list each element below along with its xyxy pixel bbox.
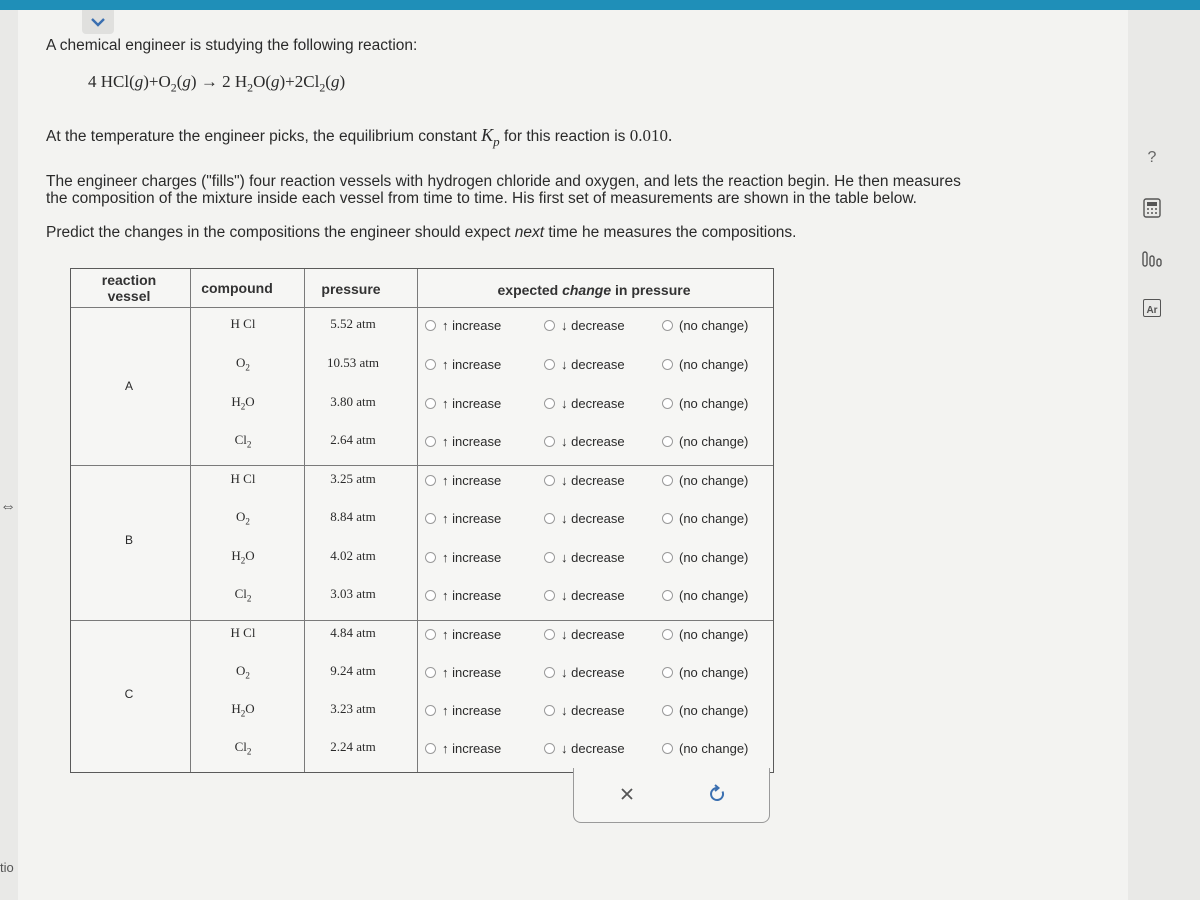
option-label: (no change) [679, 550, 749, 565]
option-label: ↓ decrease [561, 627, 625, 642]
no-change-option[interactable] [662, 357, 748, 372]
option-label: ↑ increase [442, 665, 502, 680]
column-divider [190, 269, 191, 772]
no-change-option[interactable] [662, 318, 748, 333]
option-label: ↑ increase [442, 318, 502, 333]
option-label: (no change) [679, 511, 749, 526]
no-change-option[interactable] [662, 588, 748, 603]
option-label: ↑ increase [442, 357, 502, 372]
radio-button[interactable] [662, 475, 673, 486]
option-label: ↑ increase [442, 473, 502, 488]
radio-button[interactable] [544, 359, 555, 370]
radio-button[interactable] [544, 436, 555, 447]
radio-button[interactable] [544, 513, 555, 524]
radio-button[interactable] [662, 552, 673, 563]
decrease-option[interactable] [544, 473, 625, 488]
option-label: (no change) [679, 703, 749, 718]
option-label: ↑ increase [442, 396, 502, 411]
header-vessel: reaction vessel [101, 272, 157, 304]
radio-button[interactable] [662, 398, 673, 409]
answer-actions [573, 768, 770, 823]
compound-cell: $Cl_2$ [234, 586, 252, 604]
option-label: ↓ decrease [561, 318, 625, 333]
radio-button[interactable] [544, 743, 555, 754]
radio-button[interactable] [425, 513, 436, 524]
radio-button[interactable] [544, 629, 555, 640]
predict-statement: Predict the changes in the compositions the engineer should expect next time he measures the compositions. [46, 224, 797, 241]
vessel-label: B [124, 533, 133, 547]
pressure-cell: 4.02 atm [330, 548, 376, 563]
option-label: ↓ decrease [561, 434, 625, 449]
increase-option[interactable] [425, 550, 501, 565]
option-label: (no change) [679, 627, 749, 642]
compound-cell: $H_2O$ [231, 701, 255, 719]
option-label: ↓ decrease [561, 741, 625, 756]
option-label: ↓ decrease [561, 665, 625, 680]
radio-button[interactable] [544, 552, 555, 563]
compound-cell: $O_2$ [236, 509, 250, 527]
compound-cell: $Cl_2$ [234, 432, 252, 450]
option-label: ↑ increase [442, 550, 502, 565]
vessel-label: C [124, 687, 134, 701]
compound-cell: $O_2$ [236, 355, 250, 373]
periodic-table-icon: Ar [1143, 299, 1161, 317]
undo-button[interactable] [707, 783, 729, 805]
no-change-option[interactable] [662, 665, 748, 680]
radio-button[interactable] [662, 629, 673, 640]
compound-cell: H Cl [230, 625, 256, 640]
option-label: ↓ decrease [561, 357, 625, 372]
calculator-icon [1143, 198, 1161, 218]
option-label: ↓ decrease [561, 511, 625, 526]
radio-button[interactable] [662, 436, 673, 447]
option-label: ↑ increase [442, 511, 502, 526]
option-label: (no change) [679, 434, 749, 449]
option-label: ↑ increase [442, 741, 502, 756]
decrease-option[interactable] [544, 511, 625, 526]
decrease-option[interactable] [544, 627, 625, 642]
no-change-option[interactable] [662, 473, 748, 488]
pressure-cell: 2.64 atm [330, 432, 376, 447]
option-label: ↓ decrease [561, 703, 625, 718]
header-compound: compound [201, 280, 273, 296]
compound-cell: $Cl_2$ [234, 739, 252, 757]
charge-line-2: the composition of the mixture inside each vessel from time to time. His first set of measurements are shown in the table below. [46, 190, 917, 207]
radio-button[interactable] [425, 359, 436, 370]
column-divider [417, 269, 418, 772]
radio-button[interactable] [662, 359, 673, 370]
decrease-option[interactable] [544, 357, 625, 372]
clear-button[interactable] [616, 783, 638, 805]
radio-button[interactable] [662, 667, 673, 678]
pressure-cell: 3.23 atm [330, 701, 376, 716]
option-label: (no change) [679, 741, 749, 756]
option-label: (no change) [679, 665, 749, 680]
radio-button[interactable] [425, 436, 436, 447]
option-label: (no change) [679, 473, 749, 488]
pressure-cell: 5.52 atm [330, 316, 376, 331]
compound-cell: H Cl [230, 316, 256, 331]
radio-button[interactable] [544, 705, 555, 716]
increase-option[interactable] [425, 473, 501, 488]
radio-button[interactable] [425, 705, 436, 716]
decrease-option[interactable] [544, 665, 625, 680]
radio-button[interactable] [662, 590, 673, 601]
increase-option[interactable] [425, 511, 501, 526]
undo-icon [707, 783, 729, 805]
radio-button[interactable] [544, 320, 555, 331]
help-button[interactable]: ? [1147, 149, 1157, 166]
question-intro: A chemical engineer is studying the following reaction: [46, 37, 418, 54]
header-pressure: pressure [321, 281, 381, 297]
pressure-cell: 3.80 atm [330, 394, 376, 409]
pressure-cell: 8.84 atm [330, 509, 376, 524]
no-change-option[interactable] [662, 396, 748, 411]
option-label: (no change) [679, 396, 749, 411]
vessel-label: A [124, 379, 133, 393]
compound-cell: $O_2$ [236, 663, 250, 681]
increase-option[interactable] [425, 665, 501, 680]
increase-option[interactable] [425, 396, 501, 411]
data-chart-button[interactable] [1140, 246, 1164, 270]
composition-table [70, 268, 774, 773]
periodic-table-button[interactable] [1140, 296, 1164, 320]
option-label: (no change) [679, 357, 749, 372]
radio-button[interactable] [425, 552, 436, 563]
decrease-option[interactable] [544, 434, 625, 449]
compound-cell: $H_2O$ [231, 548, 255, 566]
decrease-option[interactable] [544, 741, 625, 756]
decrease-option[interactable] [544, 396, 625, 411]
radio-button[interactable] [662, 513, 673, 524]
calculator-button[interactable] [1140, 196, 1164, 220]
option-label: ↓ decrease [561, 473, 625, 488]
bar-chart-icon [1141, 248, 1163, 268]
option-label: (no change) [679, 588, 749, 603]
kp-statement: At the temperature the engineer picks, the equilibrium constant $K_p$ for this reaction is 0.010. [46, 125, 673, 149]
increase-option[interactable] [425, 703, 501, 718]
compound-cell: H Cl [230, 471, 256, 486]
vessel-divider [71, 465, 773, 466]
pressure-cell: 10.53 atm [327, 355, 379, 370]
decrease-option[interactable] [544, 318, 625, 333]
collapse-button[interactable] [82, 10, 114, 34]
header-divider [71, 307, 773, 308]
option-label: (no change) [679, 318, 749, 333]
increase-option[interactable] [425, 741, 501, 756]
option-label: ↑ increase [442, 434, 502, 449]
no-change-option[interactable] [662, 741, 748, 756]
radio-button[interactable] [544, 667, 555, 678]
option-label: ↓ decrease [561, 396, 625, 411]
chevron-down-icon [91, 17, 105, 27]
option-label: ↑ increase [442, 703, 502, 718]
pressure-cell: 3.25 atm [330, 471, 376, 486]
increase-option[interactable] [425, 318, 501, 333]
top-accent-bar [0, 0, 1200, 10]
pressure-cell: 4.84 atm [330, 625, 376, 640]
compound-cell: $H_2O$ [231, 394, 255, 412]
close-icon [616, 783, 638, 805]
decrease-option[interactable] [544, 550, 625, 565]
no-change-option[interactable] [662, 703, 748, 718]
option-label: ↑ increase [442, 588, 502, 603]
radio-button[interactable] [544, 398, 555, 409]
radio-button[interactable] [662, 743, 673, 754]
left-resize-icon[interactable]: ⇔ [0, 498, 16, 515]
increase-option[interactable] [425, 357, 501, 372]
radio-button[interactable] [425, 475, 436, 486]
radio-button[interactable] [662, 705, 673, 716]
radio-button[interactable] [544, 590, 555, 601]
option-label: ↓ decrease [561, 588, 625, 603]
radio-button[interactable] [662, 320, 673, 331]
radio-button[interactable] [425, 320, 436, 331]
decrease-option[interactable] [544, 588, 625, 603]
increase-option[interactable] [425, 588, 501, 603]
no-change-option[interactable] [662, 511, 748, 526]
charge-line-1: The engineer charges ("fills") four reaction vessels with hydrogen chloride and oxygen, and lets the reaction begin. He then measures [46, 173, 961, 190]
no-change-option[interactable] [662, 550, 748, 565]
radio-button[interactable] [425, 629, 436, 640]
radio-button[interactable] [425, 590, 436, 601]
pressure-cell: 2.24 atm [330, 739, 376, 754]
reaction-equation: 4 $HCl(g)+O_2(g) \to 2$ $H_2O(g)+2Cl_2(g)$ [88, 72, 346, 95]
header-expected-change: expected change in pressure [497, 282, 691, 298]
left-edge-text: tio [0, 860, 14, 875]
no-change-option[interactable] [662, 434, 748, 449]
decrease-option[interactable] [544, 703, 625, 718]
vessel-divider [71, 620, 773, 621]
radio-button[interactable] [425, 667, 436, 678]
no-change-option[interactable] [662, 627, 748, 642]
increase-option[interactable] [425, 434, 501, 449]
pressure-cell: 3.03 atm [330, 586, 376, 601]
radio-button[interactable] [425, 398, 436, 409]
increase-option[interactable] [425, 627, 501, 642]
option-label: ↓ decrease [561, 550, 625, 565]
radio-button[interactable] [544, 475, 555, 486]
option-label: ↑ increase [442, 627, 502, 642]
pressure-cell: 9.24 atm [330, 663, 376, 678]
radio-button[interactable] [425, 743, 436, 754]
